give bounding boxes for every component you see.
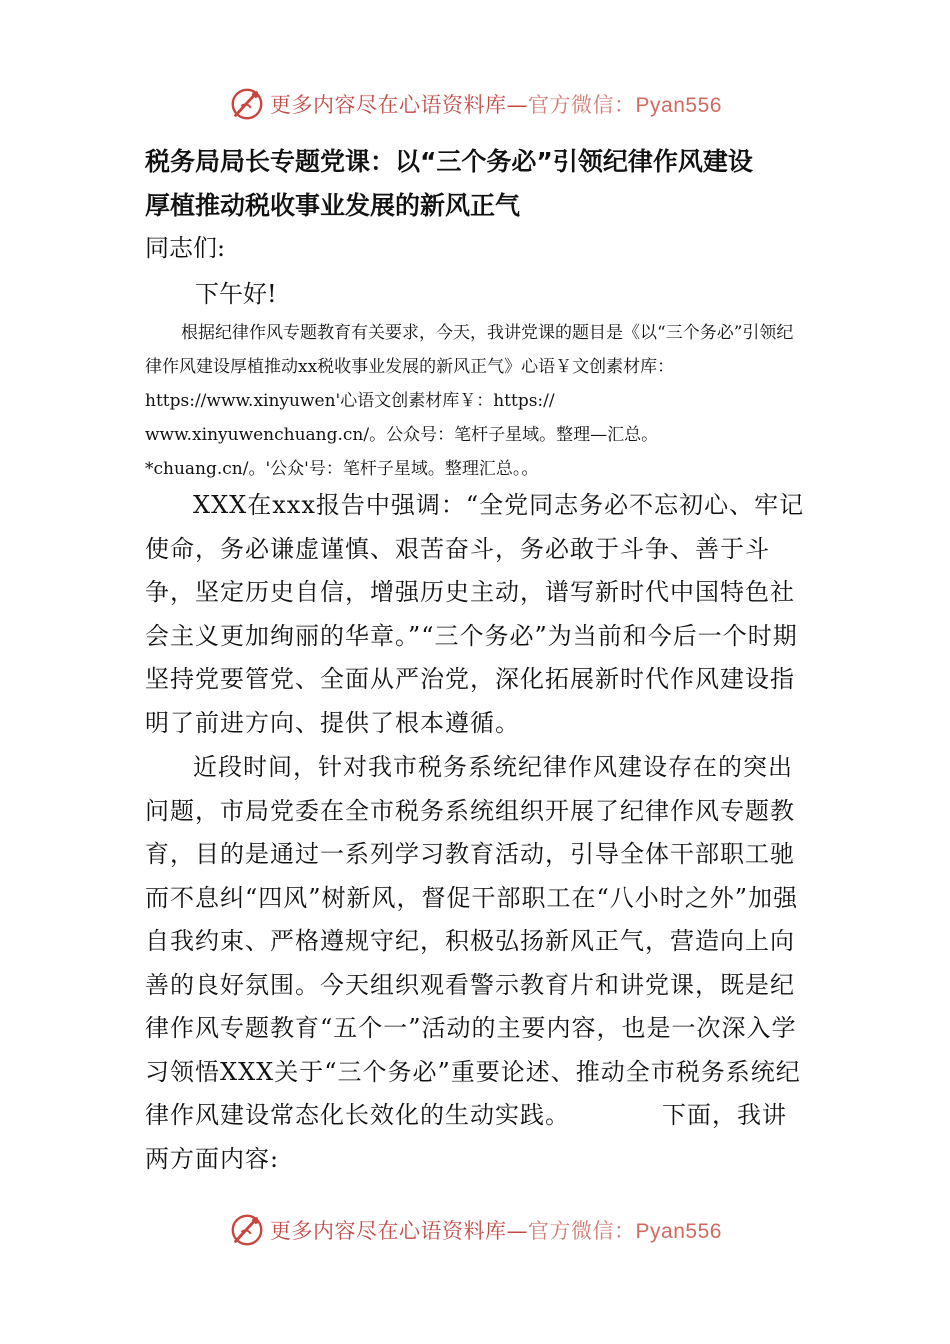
intro-paragraph: 根据纪律作风专题教育有关要求，今天，我讲党课的题目是《以“三个务必”引领纪律作风建设厚植推动xx税收事业发展的新风正气》心语￥文创素材库：https://www.xinyuwen'心语文创素材库￥：https:// [145, 323, 794, 411]
body-paragraph-2-tail: 下面，我讲两方面内容: [145, 1101, 787, 1173]
body-paragraph-2-block [145, 746, 810, 1181]
banner-text [270, 89, 722, 119]
salutation: 同志们: [145, 234, 226, 262]
body-paragraph-1-block [145, 484, 810, 745]
banner-wechat-label: 官方微信： [528, 93, 636, 117]
banner-main-text: 更多内容尽在心语资料库— [270, 1219, 529, 1243]
body-paragraph-2-text: 近段时间，针对我市税务系统纪律作风建设存在的突出问题，市局党委在全市税务系统组织开展了纪律作风专题教育，目的是通过一系列学习教育活动，引导全体干部职工驰而不息纠“四风”树新风，督促干部职工在“八小时之外”加强自我约束、严格遵规守纪，积极弘扬新风正气，营造向上向善的良好氛围。今天组织观看警示教育片和讲党课，既是纪律作风专题教育“五个一”活动的主要内容，也是一次深入学习领悟XXX关于“三个务必”重要论述、推动全市税务系统纪律作风建设常态化长效化的生动实践。 [145, 753, 801, 1129]
document-title [145, 140, 810, 228]
banner-main-text: 更多内容尽在心语资料库— [270, 93, 529, 117]
banner-wechat-label: 官方微信： [528, 1219, 636, 1243]
footer-banner [0, 1208, 950, 1252]
title-line-1: 税务局局长专题党课：以“三个务必”引领纪律作风建设 [145, 147, 753, 176]
banner-text [270, 1215, 722, 1245]
pen-logo-icon [228, 1211, 266, 1249]
header-banner [0, 82, 950, 126]
source-line-2: *chuang.cn/。'公众'号：笔杆子星域。整理汇总。。 [145, 459, 539, 479]
body-paragraph-2 [145, 746, 810, 1181]
source-line-1: www.xinyuwenchuang.cn/。公众号：笔杆子星域。整理—汇总。 [145, 425, 659, 445]
banner-wechat-id: Pyan556 [635, 94, 722, 117]
intro-block [145, 316, 810, 486]
title-line-2: 厚植推动税收事业发展的新风正气 [145, 191, 521, 220]
body-paragraph-1: XXX在xxx报告中强调：“全党同志务必不忘初心、牢记使命，务必谦虚谨慎、艰苦奋斗，务必敢于斗争、善于斗争，坚定历史自信，增强历史主动，谱写新时代中国特色社会主义更加绚丽的华章。”“三个务必”为当前和今后一个时期坚持党要管党、全面从严治党，深化拓展新时代作风建设指明了前进方向、提供了根本遵循。 [145, 491, 805, 737]
banner-wechat-id: Pyan556 [635, 1220, 722, 1243]
pen-logo-icon [228, 85, 266, 123]
greeting: 下午好! [195, 280, 277, 308]
